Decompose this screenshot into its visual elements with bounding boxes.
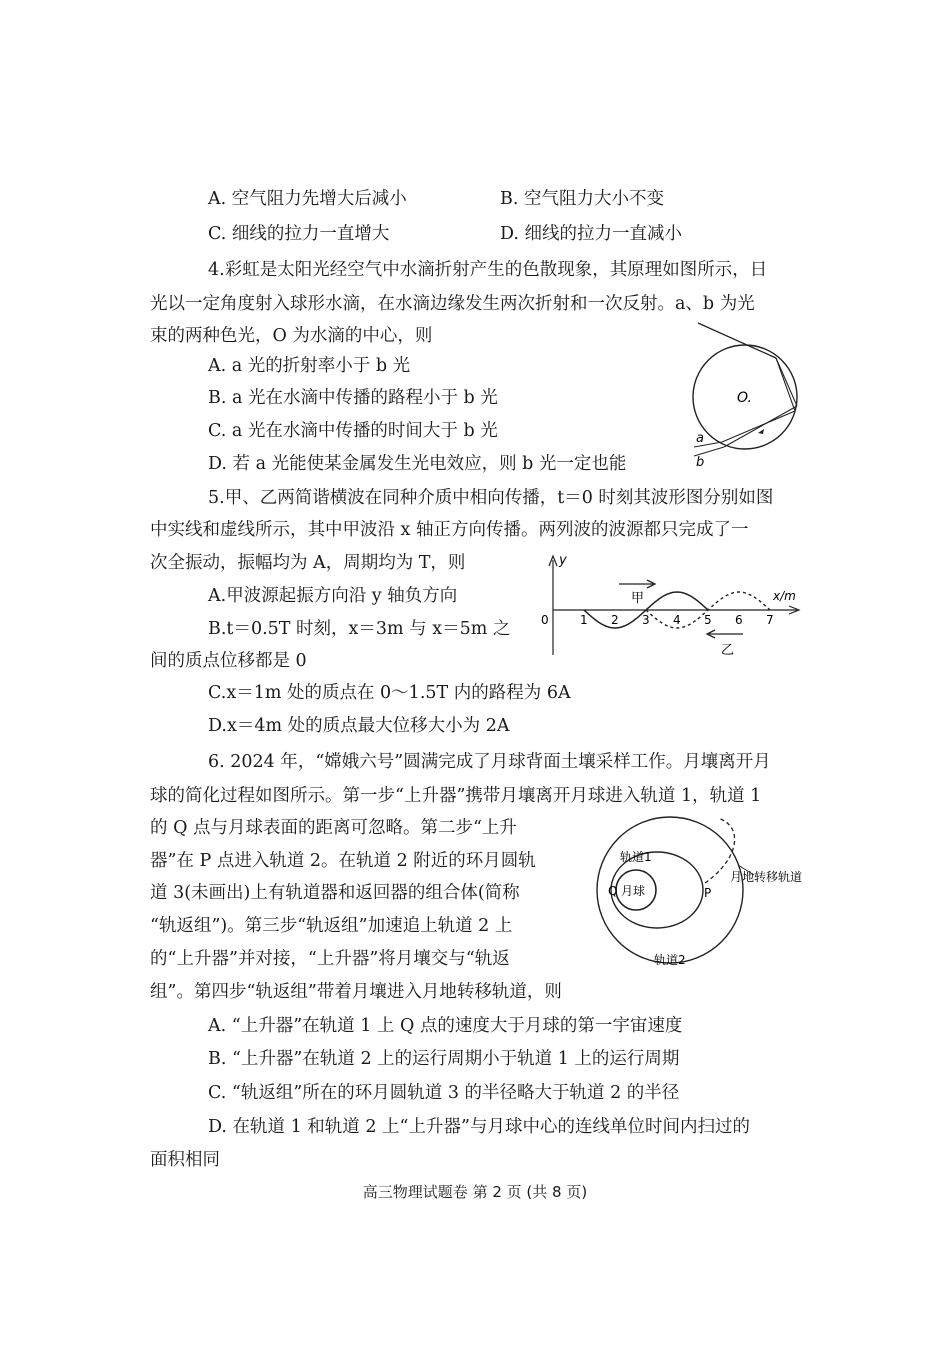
- ray-arrow: [758, 429, 764, 434]
- q4-stem-line-2: 光以一定角度射入球形水滴，在水滴边缘发生两次折射和一次反射。a、b 为光: [150, 294, 755, 314]
- page-footer: 高三物理试题卷 第 2 页 (共 8 页): [362, 1183, 588, 1201]
- x-tick-4: 4: [673, 613, 681, 627]
- q6-stem-line-8: 组”。第四步“轨返组”带着月壤进入月地转移轨道，则: [150, 982, 562, 1002]
- q5-option-a: A.甲波源起振方向沿 y 轴负方向: [208, 586, 458, 606]
- q3-option-d: D. 细线的拉力一直减小: [500, 224, 683, 244]
- q6-option-d-line-2: 面积相同: [150, 1150, 220, 1170]
- origin-label: 0: [541, 613, 549, 627]
- q6-stem-line-5: 道 3(未画出)上有轨道器和返回器的组合体(简称: [150, 883, 520, 903]
- q5-stem-line-2: 中实线和虚线所示，其中甲波沿 x 轴正方向传播。两列波的波源都只完成了一: [150, 520, 749, 540]
- q3-option-a: A. 空气阻力先增大后减小: [208, 189, 407, 209]
- q4-option-c: C. a 光在水滴中传播的时间大于 b 光: [208, 421, 498, 441]
- point-q-label: Q: [608, 884, 618, 898]
- q4-stem-line-1: 4.彩虹是太阳光经空气中水滴折射产生的色散现象，其原理如图所示，日: [208, 260, 768, 280]
- center-label: O.: [737, 390, 752, 406]
- y-axis-label: y: [559, 553, 567, 568]
- wave-jia-label: 甲: [631, 591, 645, 606]
- incident-ray: [698, 323, 776, 358]
- q5-option-b-line-2: 间的质点位移都是 0: [150, 651, 307, 671]
- x-tick-1: 1: [580, 613, 588, 627]
- x-tick-3: 3: [642, 613, 650, 627]
- orbit-2: [597, 817, 743, 963]
- q6-option-b: B. “上升器”在轨道 2 上的运行周期小于轨道 1 上的运行周期: [208, 1049, 680, 1069]
- transfer-orbit-label: 月地转移轨道: [730, 870, 803, 884]
- wave-figure: [535, 550, 805, 660]
- orbit-2-label: 轨道2: [654, 953, 686, 967]
- x-tick-2: 2: [611, 613, 619, 627]
- q5-option-c: C.x＝1m 处的质点在 0～1.5T 内的路程为 6A: [208, 683, 571, 703]
- x-tick-labels: [580, 613, 774, 627]
- moon-label: 月球: [621, 884, 646, 898]
- ray-b-label: b: [696, 455, 705, 470]
- q5-option-d: D.x＝4m 处的质点最大位移大小为 2A: [208, 716, 510, 736]
- q6-option-a: A. “上升器”在轨道 1 上 Q 点的速度大于月球的第一宇宙速度: [208, 1016, 683, 1036]
- q4-stem-line-3: 束的两种色光，O 为水滴的中心，则: [150, 326, 433, 346]
- point-p-label: P: [704, 886, 712, 900]
- q5-option-b-line-1: B.t＝0.5T 时刻，x＝3m 与 x＝5m 之: [208, 619, 511, 639]
- q6-stem-line-3: 的 Q 点与月球表面的距离可忽略。第二步“上升: [150, 818, 517, 838]
- reflected-ray-a: [722, 411, 795, 442]
- q4-option-a: A. a 光的折射率小于 b 光: [208, 356, 411, 376]
- x-tick-6: 6: [735, 613, 743, 627]
- q6-stem-line-2: 球的简化过程如图所示。第一步“上升器”携带月壤离开月球进入轨道 1，轨道 1: [150, 786, 762, 806]
- wave-yi-label: 乙: [721, 643, 735, 658]
- x-tick-5: 5: [704, 613, 712, 627]
- q6-option-d-line-1: D. 在轨道 1 和轨道 2 上“上升器”与月球中心的连线单位时间内扫过的: [208, 1117, 750, 1137]
- raindrop-figure: [680, 320, 820, 470]
- ray-a-label: a: [696, 431, 704, 446]
- q5-stem-line-3: 次全振动，振幅均为 A，周期均为 T，则: [150, 553, 466, 573]
- q6-stem-line-7: 的“上升器”并对接，“上升器”将月壤交与“轨返: [150, 949, 510, 969]
- x-tick-7: 7: [766, 613, 774, 627]
- q6-stem-line-4: 器”在 P 点进入轨道 2。在轨道 2 附近的环月圆轨: [150, 851, 536, 871]
- orbit-figure: [570, 815, 820, 975]
- q6-stem-line-1: 6. 2024 年，“嫦娥六号”圆满完成了月球背面土壤采样工作。月壤离开月: [208, 752, 771, 772]
- refracted-ray-a: [776, 358, 795, 411]
- q6-option-c: C. “轨返组”所在的环月圆轨道 3 的半径略大于轨道 2 的半径: [208, 1083, 680, 1103]
- x-axis-label: x/m: [773, 589, 796, 603]
- orbit-1-label: 轨道1: [620, 850, 652, 864]
- q4-option-b: B. a 光在水滴中传播的路程小于 b 光: [208, 388, 498, 408]
- q6-stem-line-6: “轨返组”)。第三步“轨返组”加速追上轨道 2 上: [150, 916, 513, 936]
- q5-stem-line-1: 5.甲、乙两简谐横波在同种介质中相向传播，t＝0 时刻其波形图分别如图: [208, 488, 774, 508]
- q3-option-b: B. 空气阻力大小不变: [500, 189, 664, 209]
- q3-option-c: C. 细线的拉力一直增大: [208, 224, 390, 244]
- reflected-ray-b: [724, 406, 797, 447]
- q4-option-d: D. 若 a 光能使某金属发生光电效应，则 b 光一定也能: [208, 454, 627, 474]
